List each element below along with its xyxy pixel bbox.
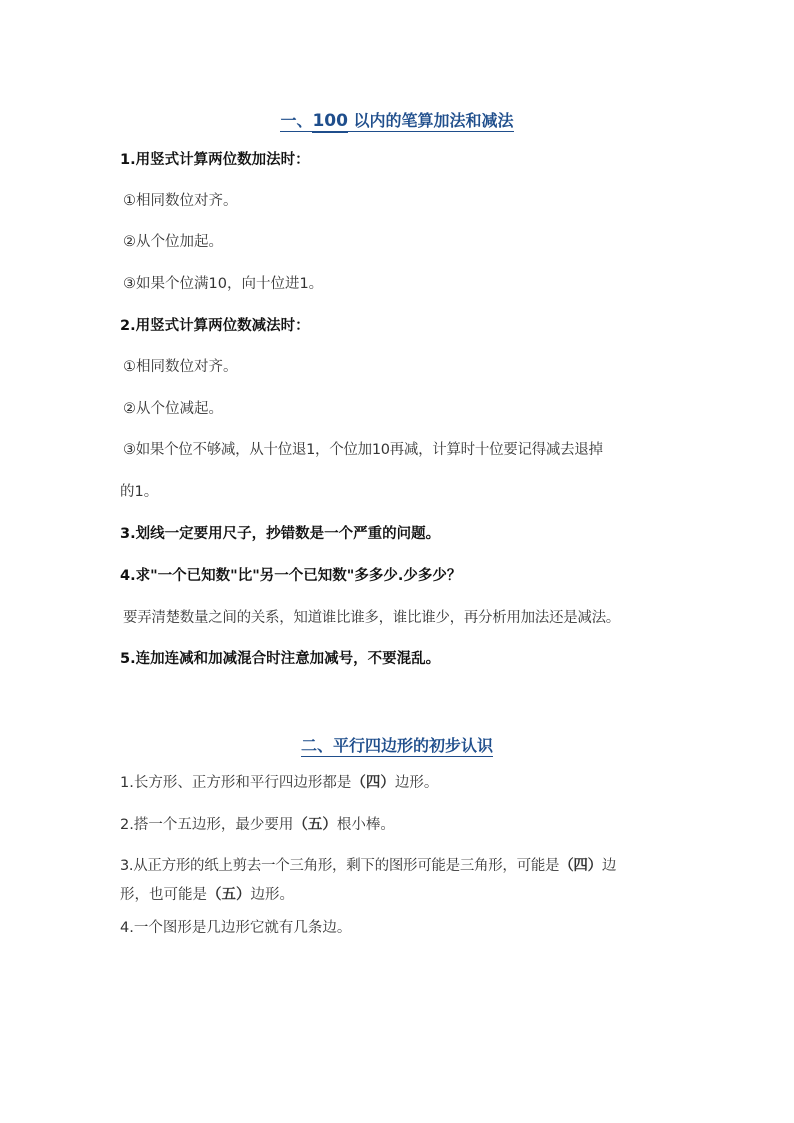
section1-title-prefix: 一、 <box>280 111 313 130</box>
section1-title-number: 100 <box>312 111 348 131</box>
s2-item2-answer: （五） <box>293 817 337 833</box>
item2-heading: 2.用竖式计算两位数减法时： <box>120 318 310 334</box>
s2-item3-answer2: （五） <box>207 887 251 903</box>
item5: 5.连加连减和加减混合时注意加减号，不要混乱。 <box>120 651 441 667</box>
section2-title-text: 二、平行四边形的初步认识 <box>300 736 493 755</box>
section2-title <box>0 733 794 756</box>
s2-item2: 2.搭一个五边形，最少要用（五）根小棒。 <box>120 817 395 833</box>
item3: 3.划线一定要用尺子，抄错数是一个严重的问题。 <box>120 526 441 542</box>
item1-step1: ①相同数位对齐。 <box>123 193 238 209</box>
item2-step3-line2: 的1。 <box>120 484 159 500</box>
s2-item1: 1.长方形、正方形和平行四边形都是（四）边形。 <box>120 775 439 791</box>
item1-step3: ③如果个位满10，向十位进1。 <box>123 276 324 292</box>
item2-step1: ①相同数位对齐。 <box>123 359 238 375</box>
s2-item4: 4.一个图形是几边形它就有几条边。 <box>120 920 352 936</box>
s2-item3-line1: 3.从正方形的纸上剪去一个三角形，剩下的图形可能是三角形，可能是（四）边 <box>120 858 617 874</box>
section1-title <box>0 108 794 131</box>
item1-step2: ②从个位加起。 <box>123 234 223 250</box>
item1-heading: 1.用竖式计算两位数加法时： <box>120 152 310 168</box>
item4-heading: 4.求"一个已知数"比"另一个已知数"多多少.少多少？ <box>120 568 462 584</box>
s2-item3-answer1: （四） <box>559 858 602 874</box>
s2-item1-answer: （四） <box>351 775 395 791</box>
item4-text: 要弄清楚数量之间的关系，知道谁比谁多，谁比谁少，再分析用加法还是减法。 <box>123 610 620 626</box>
item2-step2: ②从个位减起。 <box>123 401 223 417</box>
s2-item3-line2: 形，也可能是（五）边形。 <box>120 887 294 903</box>
item2-step3-line1: ③如果个位不够减，从十位退1，个位加10再减，计算时十位要记得减去退掉 <box>123 442 603 458</box>
section1-title-suffix: 以内的笔算加法和减法 <box>353 111 514 130</box>
